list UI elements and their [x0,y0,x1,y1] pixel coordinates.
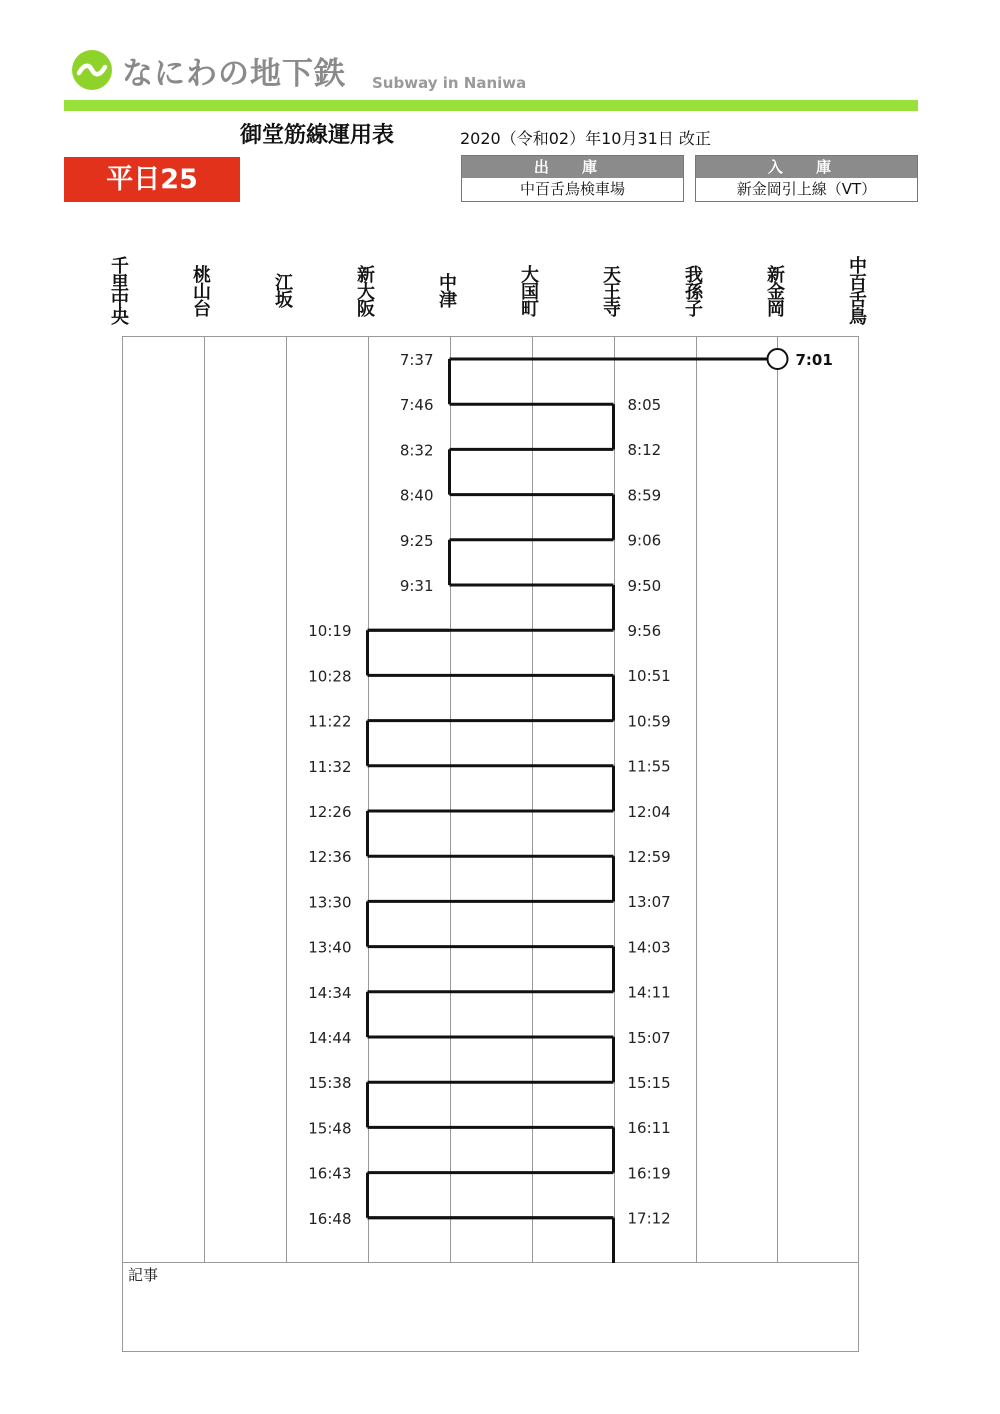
right-time-label: 13:07 [627,893,671,912]
brand-name-en: Subway in Naniwa [372,74,527,92]
right-time-label: 12:59 [627,848,671,866]
left-time-label: 9:31 [399,577,434,595]
right-time-label: 16:19 [627,1164,671,1183]
left-time-label: 11:22 [308,712,352,731]
station-shin-osaka: 新大阪 [354,264,375,316]
station-nakatsu: 中津 [436,273,457,307]
station-senri-chuo: 千里中央 [108,256,129,324]
left-time-label: 10:28 [308,667,352,686]
station-tennoji: 天王寺 [600,264,621,316]
right-time-label: 9:56 [627,622,662,640]
station-daikokucho: 大国町 [518,264,539,316]
enter-value: 新金岡引上線（VT） [736,180,877,198]
start-time-label: 7:01 [795,351,833,369]
right-time-label: 14:03 [627,938,671,957]
right-time-label: 9:06 [627,531,662,550]
station-esaka: 江坂 [272,273,293,307]
left-time-label: 11:32 [308,757,352,776]
left-time-label: 12:26 [308,803,352,821]
left-time-label: 14:44 [308,1029,352,1047]
left-time-label: 12:36 [308,848,352,867]
page-title: 御堂筋線運用表 [240,123,395,148]
right-time-label: 12:04 [627,802,671,821]
station-abiko: 我孫子 [682,264,703,316]
right-time-label: 15:07 [627,1028,671,1047]
right-time-label: 16:11 [627,1119,671,1138]
depart-value: 中百舌鳥検車場 [519,180,625,198]
depart-label: 出 庫 [462,156,683,178]
left-time-label: 7:37 [399,351,434,369]
enter-label: 入 庫 [696,156,917,178]
left-time-label: 15:48 [308,1119,352,1138]
revision-date: 2020（令和02）年10月31日 改正 [460,129,711,148]
left-time-label: 14:34 [308,983,352,1002]
station-nakamozu: 中百舌鳥 [846,256,867,324]
right-time-label: 15:15 [627,1074,671,1092]
right-time-label: 9:50 [627,576,662,595]
depart-marker [768,349,788,369]
left-time-label: 9:25 [399,531,434,550]
left-time-label: 16:43 [308,1164,352,1183]
left-time-label: 15:38 [308,1074,352,1093]
right-time-label: 8:59 [627,486,662,505]
right-time-label: 10:51 [627,667,671,686]
left-time-label: 10:19 [308,622,352,641]
right-time-label: 8:05 [627,396,662,414]
operation-number-badge: 平日25 [64,157,240,202]
right-time-label: 17:12 [627,1209,671,1228]
station-momoyamadai: 桃山台 [190,264,211,316]
left-time-label: 16:48 [308,1209,352,1228]
right-time-label: 11:55 [627,757,671,776]
left-time-label: 13:30 [308,893,352,912]
left-time-label: 8:40 [399,486,434,505]
left-time-label: 13:40 [308,938,352,957]
notes-label: 記事 [128,1266,159,1284]
left-time-label: 8:32 [399,441,434,460]
right-time-label: 8:12 [627,441,662,460]
brand-name: なにわの地下鉄 [122,56,346,92]
right-time-label: 10:59 [627,712,671,731]
right-time-label: 14:11 [627,983,671,1002]
left-time-label: 7:46 [399,396,434,415]
station-shinkanaoka: 新金岡 [764,264,785,316]
